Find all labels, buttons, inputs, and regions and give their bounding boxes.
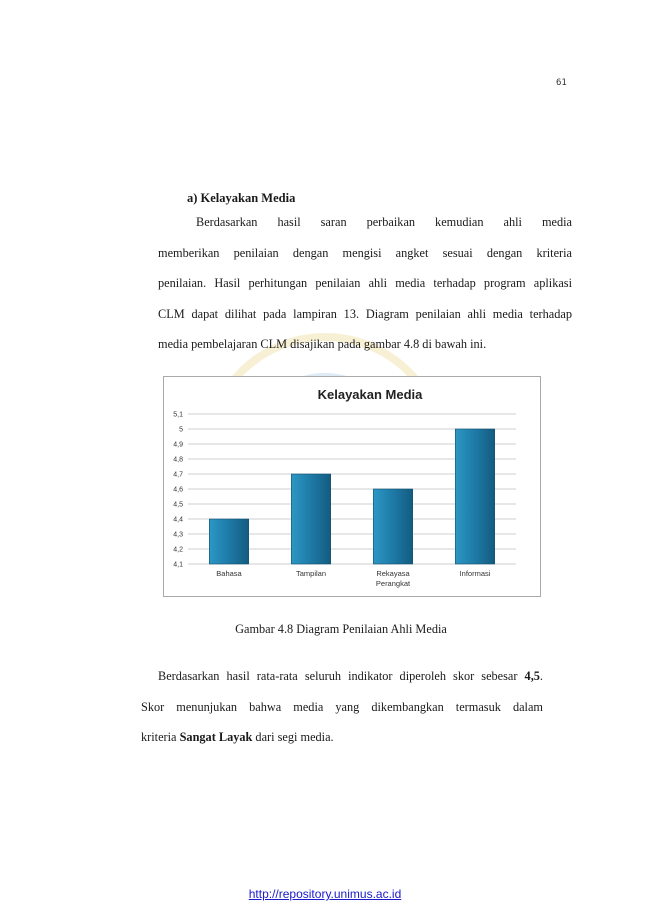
x-tick-label: Bahasa bbox=[216, 569, 242, 578]
text: . bbox=[539, 669, 543, 683]
y-tick-label: 4,1 bbox=[173, 561, 183, 569]
y-tick-label: 4,3 bbox=[173, 531, 183, 539]
page-number: 61 bbox=[556, 78, 567, 88]
paragraph-line: Skor menunjukan bahwa media yang dikembangkan termasuk dalam bbox=[141, 699, 543, 714]
paragraph-line: media pembelajaran CLM disajikan pada gambar 4.8 di bawah ini. bbox=[158, 337, 487, 351]
y-tick-label: 4,6 bbox=[173, 486, 183, 494]
y-tick-label: 5 bbox=[179, 426, 183, 434]
section-heading: a) Kelayakan Media bbox=[187, 191, 296, 205]
y-tick-label: 4,4 bbox=[173, 516, 183, 524]
paragraph-line: CLM dapat dilihat pada lampiran 13. Diagram penilaian ahli media terhadap bbox=[158, 306, 572, 321]
text: dari segi media. bbox=[252, 730, 334, 744]
repository-link[interactable]: http://repository.unimus.ac.id bbox=[248, 887, 402, 901]
y-tick-label: 4,7 bbox=[173, 471, 183, 479]
bar-tampilan bbox=[291, 474, 330, 564]
x-tick-label: Tampilan bbox=[295, 569, 327, 578]
figure-caption: Gambar 4.8 Diagram Penilaian Ahli Media bbox=[235, 622, 447, 636]
paragraph-line bbox=[141, 722, 543, 753]
y-tick-label: 4,2 bbox=[173, 546, 183, 554]
score-value: 4,5 bbox=[524, 669, 540, 683]
y-tick-label: 4,8 bbox=[173, 456, 183, 464]
chart-frame bbox=[163, 376, 541, 597]
x-tick-label: Informasi bbox=[459, 569, 491, 578]
x-tick-label: Rekayasa bbox=[376, 569, 410, 578]
y-tick-label: 4,5 bbox=[173, 501, 183, 509]
paragraph-intro bbox=[158, 207, 572, 360]
paragraph-conclusion bbox=[141, 661, 543, 753]
bar-rekayasa-perangkat bbox=[373, 489, 412, 564]
y-tick-label: 5,1 bbox=[173, 411, 183, 419]
category-value: Sangat Layak bbox=[179, 730, 253, 744]
paragraph-line: memberikan penilaian dengan mengisi angket sesuai dengan kriteria bbox=[158, 245, 572, 260]
paragraph-line bbox=[141, 661, 543, 692]
chart-title: Kelayakan Media bbox=[317, 387, 423, 402]
y-tick-label: 4,9 bbox=[173, 441, 183, 449]
kelayakan-media-bar-chart bbox=[164, 377, 540, 596]
paragraph-line: Berdasarkan hasil saran perbaikan kemudian ahli media bbox=[196, 215, 572, 229]
text: kriteria bbox=[141, 730, 180, 744]
paragraph-line: penilaian. Hasil perhitungan penilaian ahli media terhadap program aplikasi bbox=[158, 276, 572, 290]
x-tick-label: Perangkat bbox=[375, 579, 411, 588]
bar-informasi bbox=[455, 429, 494, 564]
bar-bahasa bbox=[209, 519, 248, 564]
text: Berdasarkan hasil rata-rata seluruh indikator diperoleh skor sebesar bbox=[158, 669, 525, 683]
